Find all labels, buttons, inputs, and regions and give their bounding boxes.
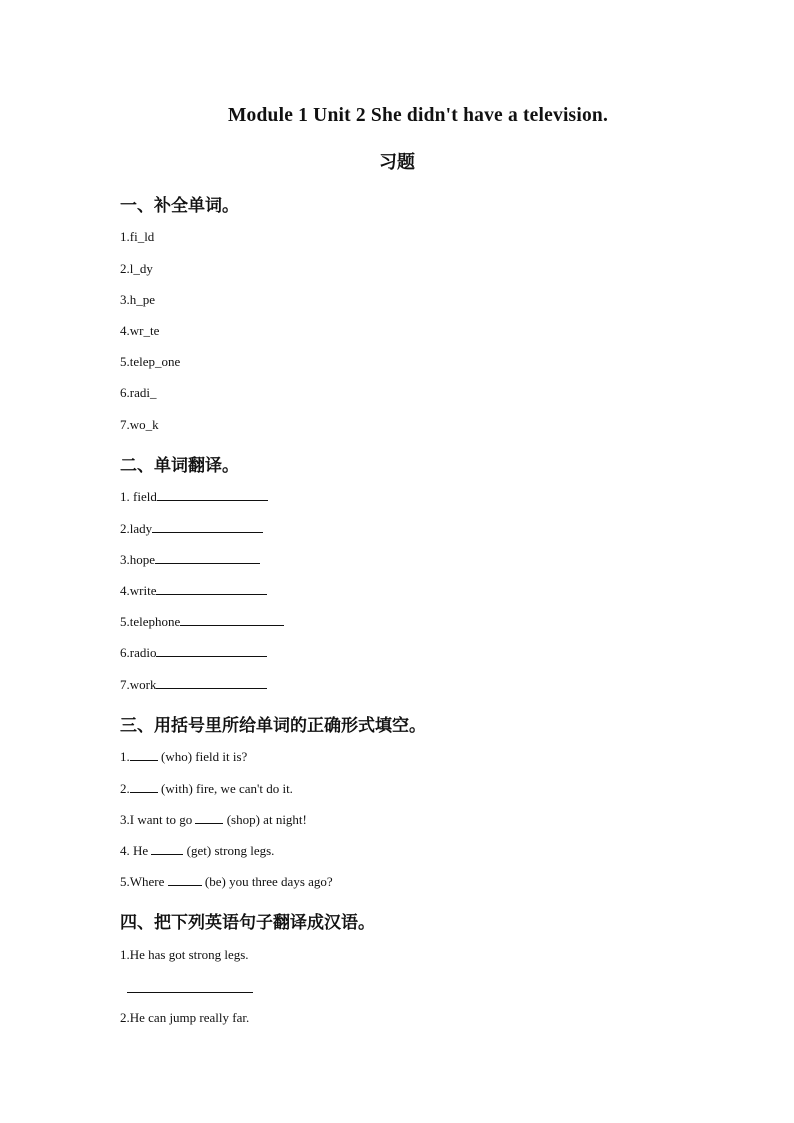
section-3-item-4 bbox=[120, 843, 274, 859]
answer-blank[interactable] bbox=[156, 645, 267, 657]
section-4-heading: 四、把下列英语句子翻译成汉语。 bbox=[120, 913, 375, 933]
answer-blank[interactable] bbox=[152, 521, 263, 533]
fill-in-blank[interactable] bbox=[195, 812, 223, 824]
section-3-item-4-after: (get) strong legs. bbox=[183, 843, 275, 858]
section-2-item-5 bbox=[120, 614, 284, 630]
section-1-item-4: 4.wr_te bbox=[120, 323, 160, 338]
answer-blank[interactable] bbox=[157, 489, 268, 501]
fill-in-blank[interactable] bbox=[151, 843, 183, 855]
section-3-item-2 bbox=[120, 781, 293, 797]
section-2-item-7 bbox=[120, 677, 267, 693]
document-subtitle: 习题 bbox=[379, 152, 415, 173]
section-2-item-1 bbox=[120, 489, 268, 505]
section-1-item-6: 6.radi_ bbox=[120, 385, 157, 400]
answer-blank[interactable] bbox=[156, 677, 267, 689]
section-3-item-3-after: (shop) at night! bbox=[223, 812, 307, 827]
section-3-item-5-after: (be) you three days ago? bbox=[201, 874, 333, 889]
section-1-item-7: 7.wo_k bbox=[120, 417, 159, 432]
answer-blank[interactable] bbox=[180, 614, 284, 626]
section-2-item-1-text: 1. field bbox=[120, 489, 157, 504]
fill-in-blank[interactable] bbox=[130, 781, 158, 793]
section-2-item-2 bbox=[120, 521, 263, 537]
section-4-item-1: 1.He has got strong legs. bbox=[120, 947, 249, 962]
fill-in-blank[interactable] bbox=[130, 749, 158, 761]
section-2-item-2-text: 2.lady bbox=[120, 521, 153, 536]
answer-blank[interactable] bbox=[156, 583, 267, 595]
section-3-item-3-before: 3.I want to go bbox=[120, 812, 196, 827]
section-3-item-1-before: 1. bbox=[120, 749, 130, 764]
section-2-item-3-text: 3.hope bbox=[120, 552, 156, 567]
fill-in-blank[interactable] bbox=[168, 874, 202, 886]
section-3-item-1-after: (who) field it is? bbox=[157, 749, 248, 764]
answer-blank[interactable] bbox=[155, 552, 260, 564]
section-2-item-4 bbox=[120, 583, 267, 599]
section-3-item-2-before: 2. bbox=[120, 781, 130, 796]
section-3-item-5-before: 5.Where bbox=[120, 874, 168, 889]
section-1-heading: 一、补全单词。 bbox=[120, 196, 239, 216]
section-2-item-7-text: 7.work bbox=[120, 677, 157, 692]
section-1-item-2: 2.l_dy bbox=[120, 261, 153, 276]
section-1-item-3: 3.h_pe bbox=[120, 292, 156, 307]
section-2-item-3 bbox=[120, 552, 260, 568]
section-2-item-5-text: 5.telephone bbox=[120, 614, 181, 629]
section-1-item-5: 5.telep_one bbox=[120, 354, 181, 369]
section-2-item-4-text: 4.write bbox=[120, 583, 157, 598]
section-2-item-6-text: 6.radio bbox=[120, 645, 157, 660]
section-2-item-6 bbox=[120, 645, 267, 661]
section-2-heading: 二、单词翻译。 bbox=[120, 456, 239, 476]
section-1-item-1: 1.fi_ld bbox=[120, 229, 155, 244]
section-3-item-4-before: 4. He bbox=[120, 843, 152, 858]
translation-answer-line[interactable] bbox=[127, 992, 253, 993]
section-3-heading: 三、用括号里所给单词的正确形式填空。 bbox=[120, 716, 426, 736]
section-3-item-2-after: (with) fire, we can't do it. bbox=[157, 781, 293, 796]
section-4-item-2: 2.He can jump really far. bbox=[120, 1010, 250, 1025]
section-3-item-5 bbox=[120, 874, 333, 890]
document-title: Module 1 Unit 2 She didn't have a television. bbox=[227, 105, 609, 126]
section-3-item-1 bbox=[120, 749, 247, 765]
section-3-item-3 bbox=[120, 812, 307, 828]
